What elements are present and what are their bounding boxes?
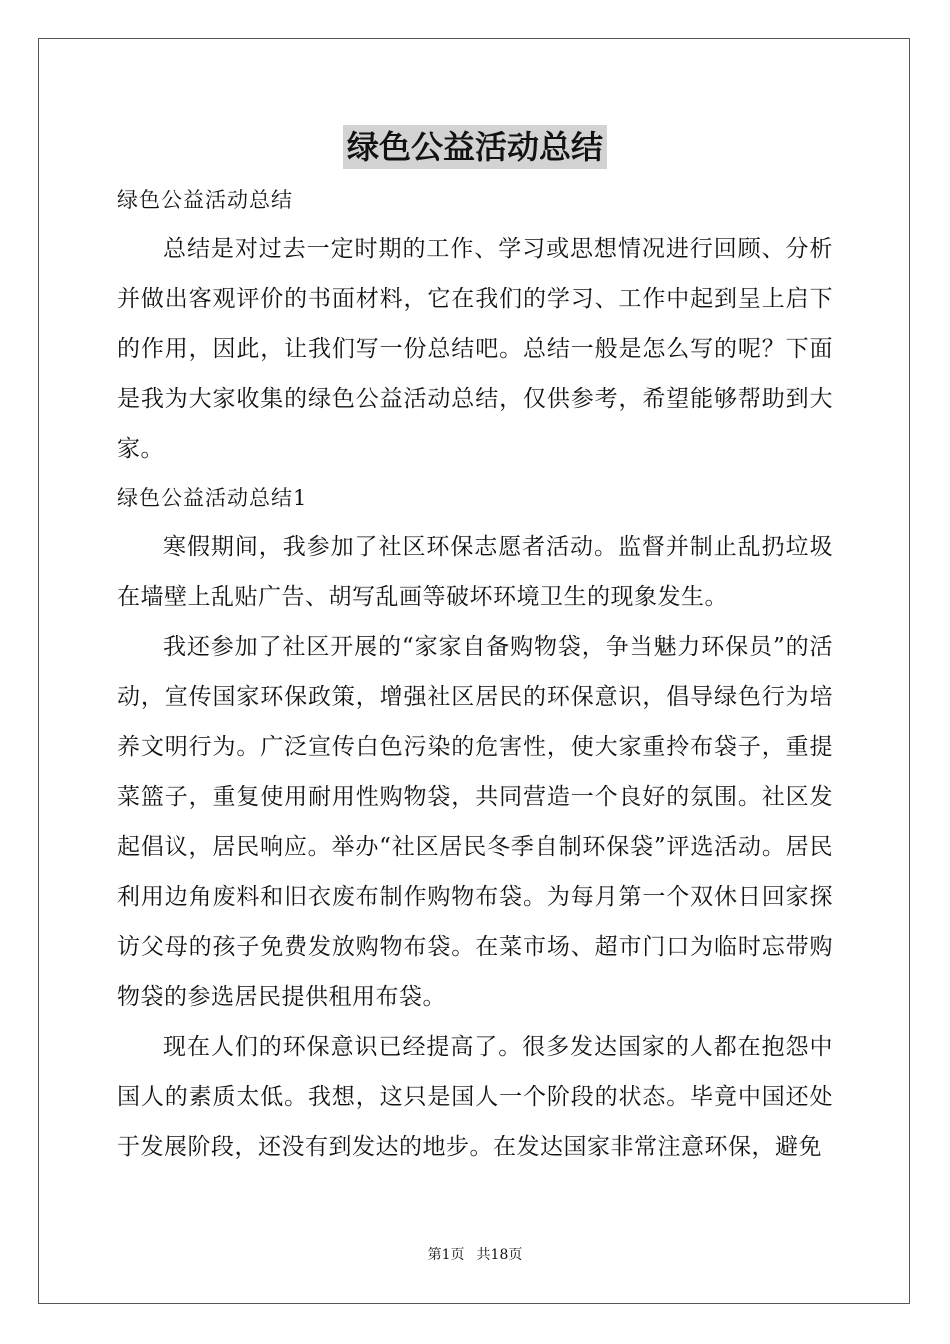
page-footer: [0, 1244, 950, 1264]
document-title: 绿色公益活动总结: [343, 125, 607, 169]
section-heading: 绿色公益活动总结1: [117, 486, 308, 510]
title-container: [0, 125, 950, 169]
page-total: 共18页: [476, 1247, 523, 1263]
body-paragraph: 现在人们的环保意识已经提高了。很多发达国家的人都在抱怨中国人的素质太低。我想，这只是国人一个阶段的状态。毕竟中国还处于发展阶段，还没有到发达的地步。在发达国家非常注意环保，避免: [117, 1034, 833, 1160]
body-paragraph: 寒假期间，我参加了社区环保志愿者活动。监督并制止乱扔垃圾在墙壁上乱贴广告、胡写乱画等破坏环境卫生的现象发生。: [117, 534, 833, 610]
page-number: 第1页: [427, 1247, 465, 1263]
body-paragraph: 我还参加了社区开展的“家家自备购物袋，争当魅力环保员”的活动，宣传国家环保政策，增强社区居民的环保意识，倡导绿色行为培养文明行为。广泛宣传白色污染的危害性，使大家重拎布袋子，重提菜篮子，重复使用耐用性购物袋，共同营造一个良好的氛围。社区发起倡议，居民响应。举办“社区居民冬季自制环保袋”评选活动。居民利用边角废料和旧衣废布制作购物布袋。为每月第一个双休日回家探访父母的孩子免费发放购物布袋。在菜市场、超市门口为临时忘带购物袋的参选居民提供租用布袋。: [117, 634, 833, 1010]
body-paragraph: 总结是对过去一定时期的工作、学习或思想情况进行回顾、分析并做出客观评价的书面材料，它在我们的学习、工作中起到呈上启下的作用，因此，让我们写一份总结吧。总结一般是怎么写的呢？下面是我为大家收集的绿色公益活动总结，仅供参考，希望能够帮助到大家。: [117, 236, 833, 462]
section-heading: 绿色公益活动总结: [117, 188, 293, 212]
document-body: [117, 176, 833, 1172]
